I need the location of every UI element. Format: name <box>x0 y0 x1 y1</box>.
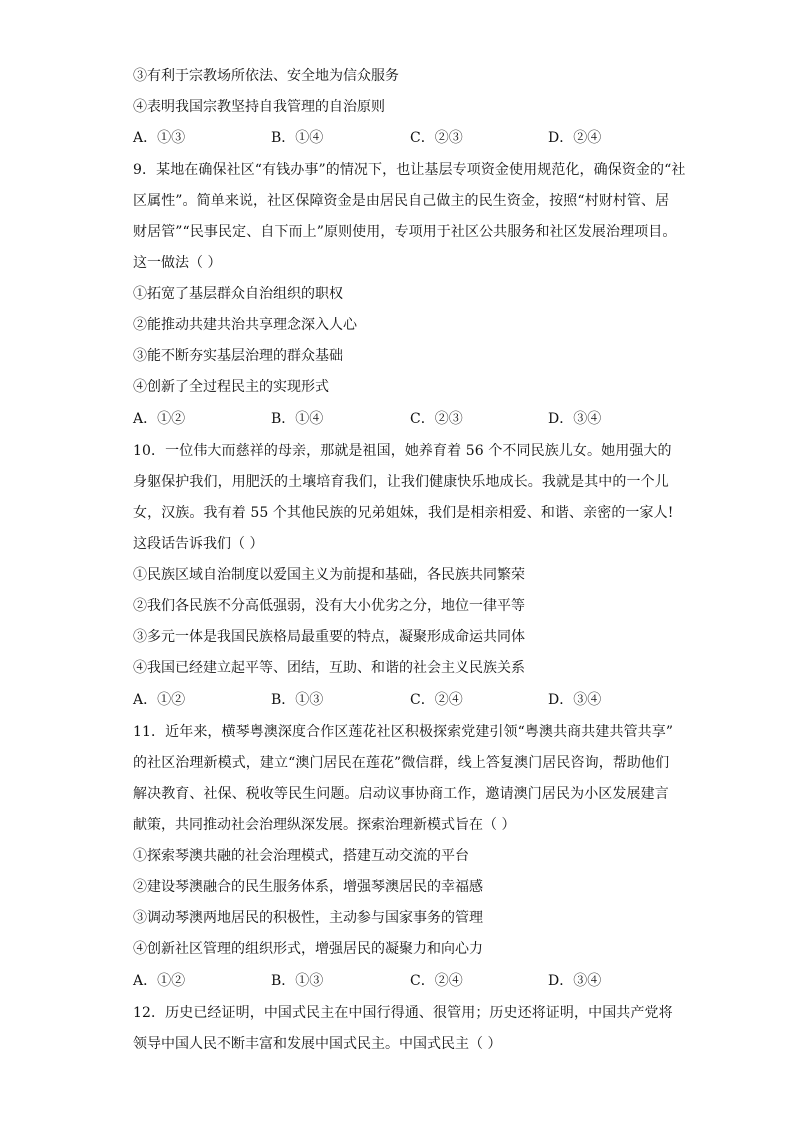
q10-stem-line-3: 女，汉族。我有着 55 个其他民族的兄弟姐妹，我们是相亲相爱、和谐、亲密的一家人! <box>133 505 674 521</box>
q11-statement-4: ④创新社区管理的组织形式，增强居民的凝聚力和向心力 <box>133 941 483 957</box>
q9-stem-line-1: 9．某地在确保社区“有钱办事”的情况下，也让基层专项资金使用规范化，确保资金的“社 <box>133 162 686 178</box>
q11-stem-line-4: 献策，共同推动社会治理纵深发展。探索治理新模式旨在（ ） <box>133 817 516 833</box>
prev-statement-3: ③有利于宗教场所依法、安全地为信众服务 <box>133 68 399 84</box>
q10-option-b[interactable]: B．①③ <box>271 692 324 708</box>
prev-statement-4: ④表明我国宗教坚持自我管理的自治原则 <box>133 99 385 115</box>
q11-stem-line-1: 11．近年来，横琴粤澳深度合作区莲花社区积极探索党建引领“粤澳共商共建共管共享” <box>133 724 674 740</box>
q9-option-d[interactable]: D．③④ <box>548 411 602 427</box>
q9-statement-1: ①拓宽了基层群众自治组织的职权 <box>133 286 343 302</box>
q10-stem-line-1: 10．一位伟大而慈祥的母亲，那就是祖国，她养育着 56 个不同民族儿女。她用强大的 <box>133 443 672 459</box>
q9-option-c[interactable]: C．②③ <box>410 411 463 427</box>
prev-option-d[interactable]: D．②④ <box>548 130 602 146</box>
prev-option-b[interactable]: B．①④ <box>271 130 324 146</box>
q10-stem-line-2: 身躯保护我们，用肥沃的土壤培育我们，让我们健康快乐地成长。我就是其中的一个儿 <box>133 474 669 490</box>
q12-stem-line-1: 12．历史已经证明，中国式民主在中国行得通、很管用；历史还将证明，中国共产党将 <box>133 1005 673 1021</box>
q10-statement-3: ③多元一体是我国民族格局最重要的特点，凝聚形成命运共同体 <box>133 629 525 645</box>
q10-statement-4: ④我国已经建立起平等、团结，互助、和谐的社会主义民族关系 <box>133 660 525 676</box>
q9-stem-line-4: 这一做法（ ） <box>133 255 222 271</box>
q11-option-d[interactable]: D．③④ <box>548 973 602 989</box>
q10-stem-line-4: 这段话告诉我们（ ） <box>133 536 264 552</box>
q11-statement-2: ②建设琴澳融合的民生服务体系，增强琴澳居民的幸福感 <box>133 879 483 895</box>
q9-stem-line-3: 财居管”“民事民定、自下而上”原则使用，专项用于社区公共服务和社区发展治理项目。 <box>133 224 677 240</box>
q9-statement-4: ④创新了全过程民主的实现形式 <box>133 379 329 395</box>
prev-option-a[interactable]: A．①③ <box>133 130 186 146</box>
q11-option-b[interactable]: B．①③ <box>271 973 324 989</box>
q10-option-c[interactable]: C．②④ <box>410 692 463 708</box>
q11-option-a[interactable]: A．①② <box>133 973 186 989</box>
q9-option-a[interactable]: A．①② <box>133 411 186 427</box>
q10-option-d[interactable]: D．③④ <box>548 692 602 708</box>
q9-statement-3: ③能不断夯实基层治理的群众基础 <box>133 348 343 364</box>
q12-stem-line-2: 领导中国人民不断丰富和发展中国式民主。中国式民主（ ） <box>133 1036 502 1052</box>
q9-statement-2: ②能推动共建共治共享理念深入人心 <box>133 317 357 333</box>
q10-option-a[interactable]: A．①② <box>133 692 186 708</box>
q9-option-b[interactable]: B．①④ <box>271 411 324 427</box>
q10-statement-2: ②我们各民族不分高低强弱，没有大小优劣之分，地位一律平等 <box>133 598 525 614</box>
q11-statement-3: ③调动琴澳两地居民的积极性，主动参与国家事务的管理 <box>133 910 483 926</box>
prev-option-c[interactable]: C．②③ <box>410 130 463 146</box>
q10-statement-1: ①民族区域自治制度以爱国主义为前提和基础，各民族共同繁荣 <box>133 567 525 583</box>
q11-option-c[interactable]: C．②④ <box>410 973 463 989</box>
q11-stem-line-2: 的社区治理新模式，建立“澳门居民在莲花”微信群，线上答复澳门居民咨询，帮助他们 <box>133 755 670 771</box>
q11-statement-1: ①探索琴澳共融的社会治理模式，搭建互动交流的平台 <box>133 848 469 864</box>
q11-stem-line-3: 解决教育、社保、税收等民生问题。启动议事协商工作，邀请澳门居民为小区发展建言 <box>133 786 669 802</box>
q9-stem-line-2: 区属性”。简单来说，社区保障资金是由居民自己做主的民生资金，按照“村财村管、居 <box>133 193 670 209</box>
